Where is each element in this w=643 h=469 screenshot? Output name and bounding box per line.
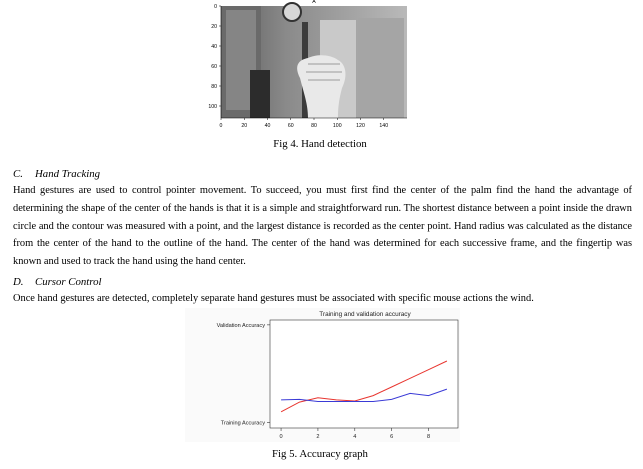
hand-detection-image bbox=[221, 3, 407, 118]
fig4-y-tick-label: 20 bbox=[211, 23, 217, 30]
section-d-title: Cursor Control bbox=[35, 276, 102, 288]
section-d-heading bbox=[13, 276, 102, 288]
section-d-number: D. bbox=[13, 276, 24, 288]
fig4-x-tick-label: 60 bbox=[287, 123, 294, 129]
section-d-body: Once hand gestures are detected, completely separate hand gestures must be associated with specific mouse actions the wind. bbox=[13, 293, 534, 304]
fig4-x-tick-label: 0 bbox=[219, 123, 223, 129]
fig4-y-tick-label: 100 bbox=[208, 103, 217, 110]
fig4-x-tick-label: 120 bbox=[356, 123, 365, 129]
fig4-y-tick-label: 0 bbox=[214, 3, 217, 10]
chart-title: Training and validation accuracy bbox=[319, 311, 411, 318]
section-c-title: Hand Tracking bbox=[35, 168, 101, 180]
chart-y-tick-label: Validation Accuracy bbox=[216, 322, 265, 329]
fig4-x-tick-label: 100 bbox=[332, 123, 342, 129]
figure-4-hand-detection bbox=[190, 0, 420, 134]
section-c-heading bbox=[13, 168, 100, 180]
figure-4-caption: Fig 4. Hand detection bbox=[273, 138, 367, 150]
fig4-y-tick-label: 60 bbox=[211, 63, 217, 70]
chart-x-tick-label: 6 bbox=[390, 434, 394, 440]
chart-plot-area bbox=[270, 320, 458, 428]
section-c-body: Hand gestures are used to control pointer movement. To succeed, you must first find the center of the palm find the hand the advantage of determining the shape of the center of the hands is that it is a simple and straightforward run. The shortest distance between a point inside the drawn circle and the contour was measured with a point, and the largest distance is recorded as the center point. Hand radius was calculated as the distance from the center of the hand to the outline of the hand. The center of the hand was determined for each successive frame, and the fingertip was known and used to track the hand using the hand center. bbox=[13, 185, 632, 268]
figure-5-accuracy-chart bbox=[185, 308, 460, 442]
chart-x-tick-label: 2 bbox=[316, 434, 320, 440]
fig4-y-tick-label: 80 bbox=[211, 83, 217, 90]
chart-x-tick-label: 4 bbox=[353, 434, 357, 440]
fig4-x-tick-label: 40 bbox=[264, 123, 271, 129]
figure-5-caption: Fig 5. Accuracy graph bbox=[272, 448, 368, 460]
section-c-number: C. bbox=[13, 168, 23, 180]
clock-in-image bbox=[283, 3, 301, 21]
chart-x-tick-label: 0 bbox=[279, 434, 283, 440]
fig4-x-tick-label: 20 bbox=[241, 123, 248, 129]
fig4-x-tick-label: 140 bbox=[379, 123, 389, 129]
chart-y-tick-label: Training Accuracy bbox=[220, 420, 265, 427]
chart-x-tick-label: 8 bbox=[426, 434, 431, 440]
figure-4-top-label: A bbox=[312, 0, 316, 5]
fig4-x-tick-label: 80 bbox=[311, 123, 317, 129]
fig4-y-tick-label: 40 bbox=[211, 43, 217, 50]
